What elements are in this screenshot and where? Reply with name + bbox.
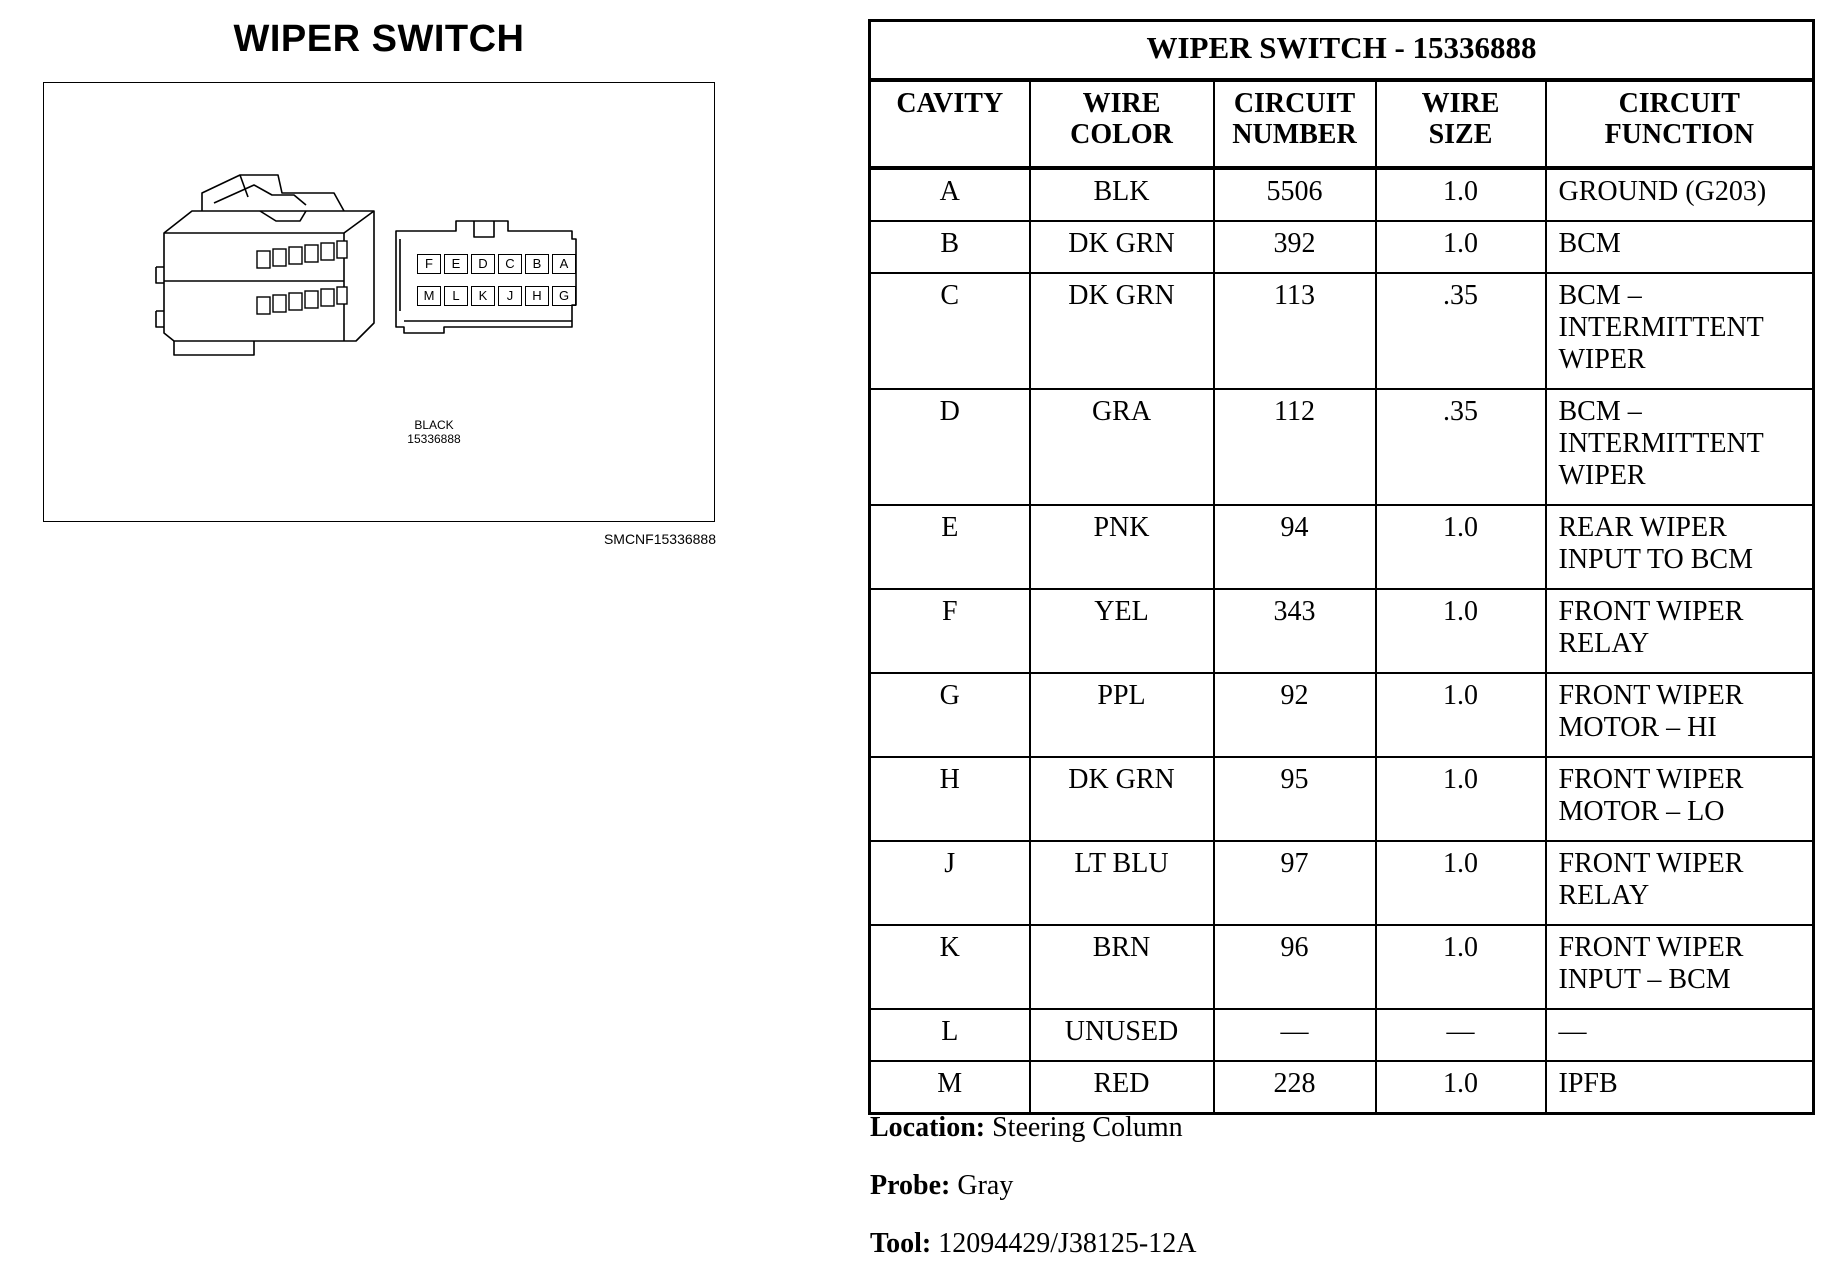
circuit-number-cell: — — [1214, 1009, 1376, 1061]
table-row — [870, 589, 1814, 673]
circuit-function-line: GROUND (G203) — [1558, 176, 1767, 207]
circuit-function-line: INTERMITTENT — [1558, 428, 1764, 459]
circuit-number-cell: 343 — [1214, 589, 1376, 673]
wire-color-cell: DK GRN — [1030, 221, 1214, 273]
connector-diagram — [43, 82, 715, 522]
tool-value: 12094429/J38125-12A — [938, 1228, 1197, 1259]
circuit-function-cell — [1546, 673, 1814, 757]
table-row — [870, 841, 1814, 925]
header-circuit-number: CIRCUIT NUMBER — [1214, 80, 1376, 168]
circuit-function-cell — [1546, 273, 1814, 389]
circuit-number-cell: 5506 — [1214, 168, 1376, 221]
wire-size-cell: 1.0 — [1376, 589, 1546, 673]
cavity-cell: C — [870, 273, 1030, 389]
location-value: Steering Column — [992, 1112, 1183, 1143]
figure-code: SMCNF15336888 — [603, 531, 716, 547]
circuit-function-line: INPUT TO BCM — [1558, 544, 1753, 575]
wire-color-cell: LT BLU — [1030, 841, 1214, 925]
wire-color-cell: BLK — [1030, 168, 1214, 221]
wire-color-cell: DK GRN — [1030, 757, 1214, 841]
wire-size-cell: 1.0 — [1376, 757, 1546, 841]
wire-color-cell: YEL — [1030, 589, 1214, 673]
circuit-function-cell — [1546, 757, 1814, 841]
wire-size-cell: 1.0 — [1376, 841, 1546, 925]
table-row — [870, 925, 1814, 1009]
circuit-function-line: FRONT WIPER — [1558, 932, 1744, 963]
wire-color-cell: GRA — [1030, 389, 1214, 505]
circuit-number-cell: 113 — [1214, 273, 1376, 389]
location-label: Location: — [870, 1112, 986, 1143]
wire-size-cell: 1.0 — [1376, 673, 1546, 757]
cavity-label: C — [498, 254, 522, 274]
table-row — [870, 757, 1814, 841]
table-row — [870, 273, 1814, 389]
face-row-top — [417, 254, 576, 274]
wire-size-cell: 1.0 — [1376, 1061, 1546, 1114]
cavity-label: J — [498, 286, 522, 306]
cavity-cell: G — [870, 673, 1030, 757]
cavity-cell: F — [870, 589, 1030, 673]
cavity-label: G — [552, 286, 576, 306]
cavity-cell: H — [870, 757, 1030, 841]
circuit-number-cell: 94 — [1214, 505, 1376, 589]
circuit-function-line: IPFB — [1558, 1068, 1618, 1099]
wire-size-cell: 1.0 — [1376, 221, 1546, 273]
cavity-label: A — [552, 254, 576, 274]
circuit-function-line: WIPER — [1558, 460, 1646, 491]
diagram-title: WIPER SWITCH — [233, 18, 525, 60]
wire-color-cell: BRN — [1030, 925, 1214, 1009]
cavity-cell: L — [870, 1009, 1030, 1061]
circuit-number-cell: 392 — [1214, 221, 1376, 273]
location-note — [870, 1112, 1183, 1144]
circuit-function-line: WIPER — [1558, 344, 1646, 375]
wire-color-cell: RED — [1030, 1061, 1214, 1114]
circuit-function-line: FRONT WIPER — [1558, 680, 1744, 711]
header-circuit-function: CIRCUIT FUNCTION — [1546, 80, 1814, 168]
circuit-function-cell — [1546, 589, 1814, 673]
wire-size-cell: 1.0 — [1376, 925, 1546, 1009]
circuit-number-cell: 112 — [1214, 389, 1376, 505]
cavity-cell: D — [870, 389, 1030, 505]
probe-note — [870, 1170, 1013, 1202]
table-row — [870, 1009, 1814, 1061]
probe-label: Probe: — [870, 1170, 951, 1201]
cavity-label: L — [444, 286, 468, 306]
connector-color-label: BLACK — [414, 418, 454, 432]
cavity-label: D — [471, 254, 495, 274]
circuit-function-cell — [1546, 925, 1814, 1009]
wire-size-cell: .35 — [1376, 273, 1546, 389]
table-row — [870, 389, 1814, 505]
circuit-function-line: INPUT – BCM — [1558, 964, 1731, 995]
wire-size-cell: — — [1376, 1009, 1546, 1061]
cavity-label: K — [471, 286, 495, 306]
pinout-table — [868, 19, 1815, 1115]
wire-color-cell: DK GRN — [1030, 273, 1214, 389]
circuit-function-line: MOTOR – LO — [1558, 796, 1725, 827]
circuit-number-cell: 97 — [1214, 841, 1376, 925]
cavity-label: M — [417, 286, 441, 306]
circuit-function-line: FRONT WIPER — [1558, 764, 1744, 795]
circuit-function-cell — [1546, 841, 1814, 925]
circuit-function-line: INTERMITTENT — [1558, 312, 1764, 343]
cavity-cell: K — [870, 925, 1030, 1009]
wire-size-cell: 1.0 — [1376, 505, 1546, 589]
table-title: WIPER SWITCH - 15336888 — [870, 21, 1814, 81]
table-row — [870, 168, 1814, 221]
table-row — [870, 505, 1814, 589]
cavity-cell: A — [870, 168, 1030, 221]
cavity-cell: J — [870, 841, 1030, 925]
circuit-number-cell: 95 — [1214, 757, 1376, 841]
connector-illustration — [44, 83, 716, 523]
circuit-function-line: REAR WIPER — [1558, 512, 1727, 543]
circuit-function-line: FRONT WIPER — [1558, 596, 1744, 627]
cavity-cell: E — [870, 505, 1030, 589]
table-row — [870, 1061, 1814, 1114]
header-wire-size: WIRE SIZE — [1376, 80, 1546, 168]
cavity-label: H — [525, 286, 549, 306]
table-row — [870, 673, 1814, 757]
tool-label: Tool: — [870, 1228, 932, 1259]
circuit-function-cell — [1546, 168, 1814, 221]
circuit-number-cell: 92 — [1214, 673, 1376, 757]
table-row — [870, 221, 1814, 273]
circuit-function-line: — — [1558, 1016, 1587, 1047]
circuit-function-line: BCM — [1558, 228, 1621, 259]
cavity-label: B — [525, 254, 549, 274]
circuit-function-line: BCM – — [1558, 280, 1642, 311]
cavity-label: E — [444, 254, 468, 274]
wire-color-cell: PPL — [1030, 673, 1214, 757]
circuit-function-line: RELAY — [1558, 880, 1650, 911]
wire-size-cell: .35 — [1376, 389, 1546, 505]
connector-face-view — [396, 221, 576, 333]
probe-value: Gray — [957, 1170, 1014, 1201]
circuit-function-cell — [1546, 1009, 1814, 1061]
circuit-function-cell — [1546, 389, 1814, 505]
connector-part-number: 15336888 — [407, 432, 461, 446]
circuit-function-cell — [1546, 1061, 1814, 1114]
circuit-function-line: MOTOR – HI — [1558, 712, 1717, 743]
circuit-number-cell: 228 — [1214, 1061, 1376, 1114]
circuit-function-line: BCM – — [1558, 396, 1642, 427]
wire-color-cell: PNK — [1030, 505, 1214, 589]
tool-note — [870, 1228, 1196, 1260]
cavity-cell: B — [870, 221, 1030, 273]
circuit-function-cell — [1546, 505, 1814, 589]
wire-size-cell: 1.0 — [1376, 168, 1546, 221]
header-wire-color: WIRE COLOR — [1030, 80, 1214, 168]
cavity-cell: M — [870, 1061, 1030, 1114]
circuit-function-cell — [1546, 221, 1814, 273]
wire-color-cell: UNUSED — [1030, 1009, 1214, 1061]
circuit-number-cell: 96 — [1214, 925, 1376, 1009]
face-row-bottom — [417, 286, 576, 306]
header-cavity: CAVITY — [870, 80, 1030, 168]
circuit-function-line: FRONT WIPER — [1558, 848, 1744, 879]
cavity-label: F — [417, 254, 441, 274]
circuit-function-line: RELAY — [1558, 628, 1650, 659]
